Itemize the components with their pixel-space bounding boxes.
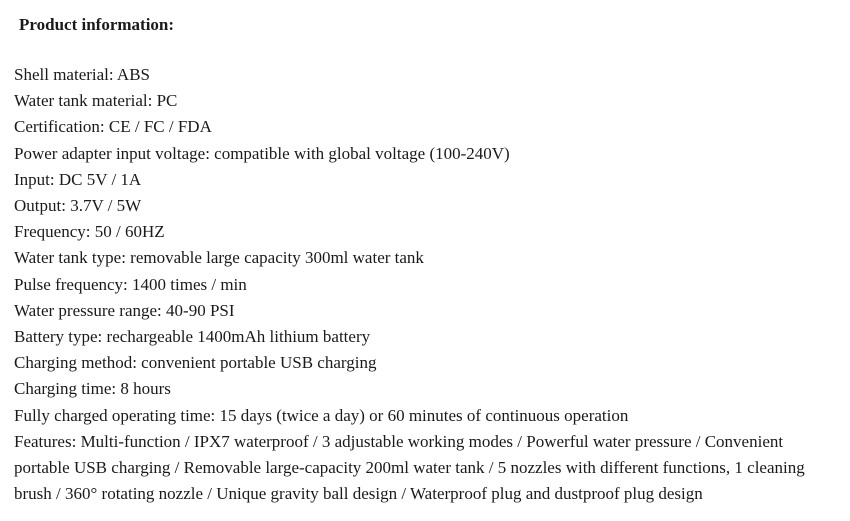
page-title: Product information: xyxy=(19,15,175,34)
spec-line-power-adapter-input-voltage: Power adapter input voltage: compatible with global voltage (100-240V) xyxy=(14,143,510,163)
spec-line-water-tank-type: Water tank type: removable large capacity 300ml water tank xyxy=(14,248,424,268)
spec-line-operating-time: Fully charged operating time: 15 days (twice a day) or 60 minutes of continuous operation xyxy=(14,405,629,425)
spec-list xyxy=(14,62,840,429)
spec-line-input: Input: DC 5V / 1A xyxy=(14,169,142,189)
features-paragraph: Features: Multi-function / IPX7 waterproof / 3 adjustable working modes / Powerful water pressure / Convenient portable USB charging / Removable large-capacity 200ml water tank / 5 nozzles with different functions, 1 cleaning brush / 360° rotating nozzle / Unique gravity ball design / Waterproof plug and dustproof plug design xyxy=(14,431,805,504)
spec-line-output: Output: 3.7V / 5W xyxy=(14,196,142,216)
spec-line-charging-time: Charging time: 8 hours xyxy=(14,379,171,399)
spec-line-shell-material: Shell material: ABS xyxy=(14,65,150,84)
spec-line-certification: Certification: CE / FC / FDA xyxy=(14,117,212,137)
spec-line-frequency: Frequency: 50 / 60HZ xyxy=(14,222,165,242)
spec-line-battery-type: Battery type: rechargeable 1400mAh lithium battery xyxy=(14,327,371,347)
spec-line-water-tank-material: Water tank material: PC xyxy=(14,91,178,111)
spec-line-charging-method: Charging method: convenient portable USB charging xyxy=(14,353,377,373)
spec-line-water-pressure-range: Water pressure range: 40-90 PSI xyxy=(14,300,235,320)
spec-line-pulse-frequency: Pulse frequency: 1400 times / min xyxy=(14,274,247,294)
